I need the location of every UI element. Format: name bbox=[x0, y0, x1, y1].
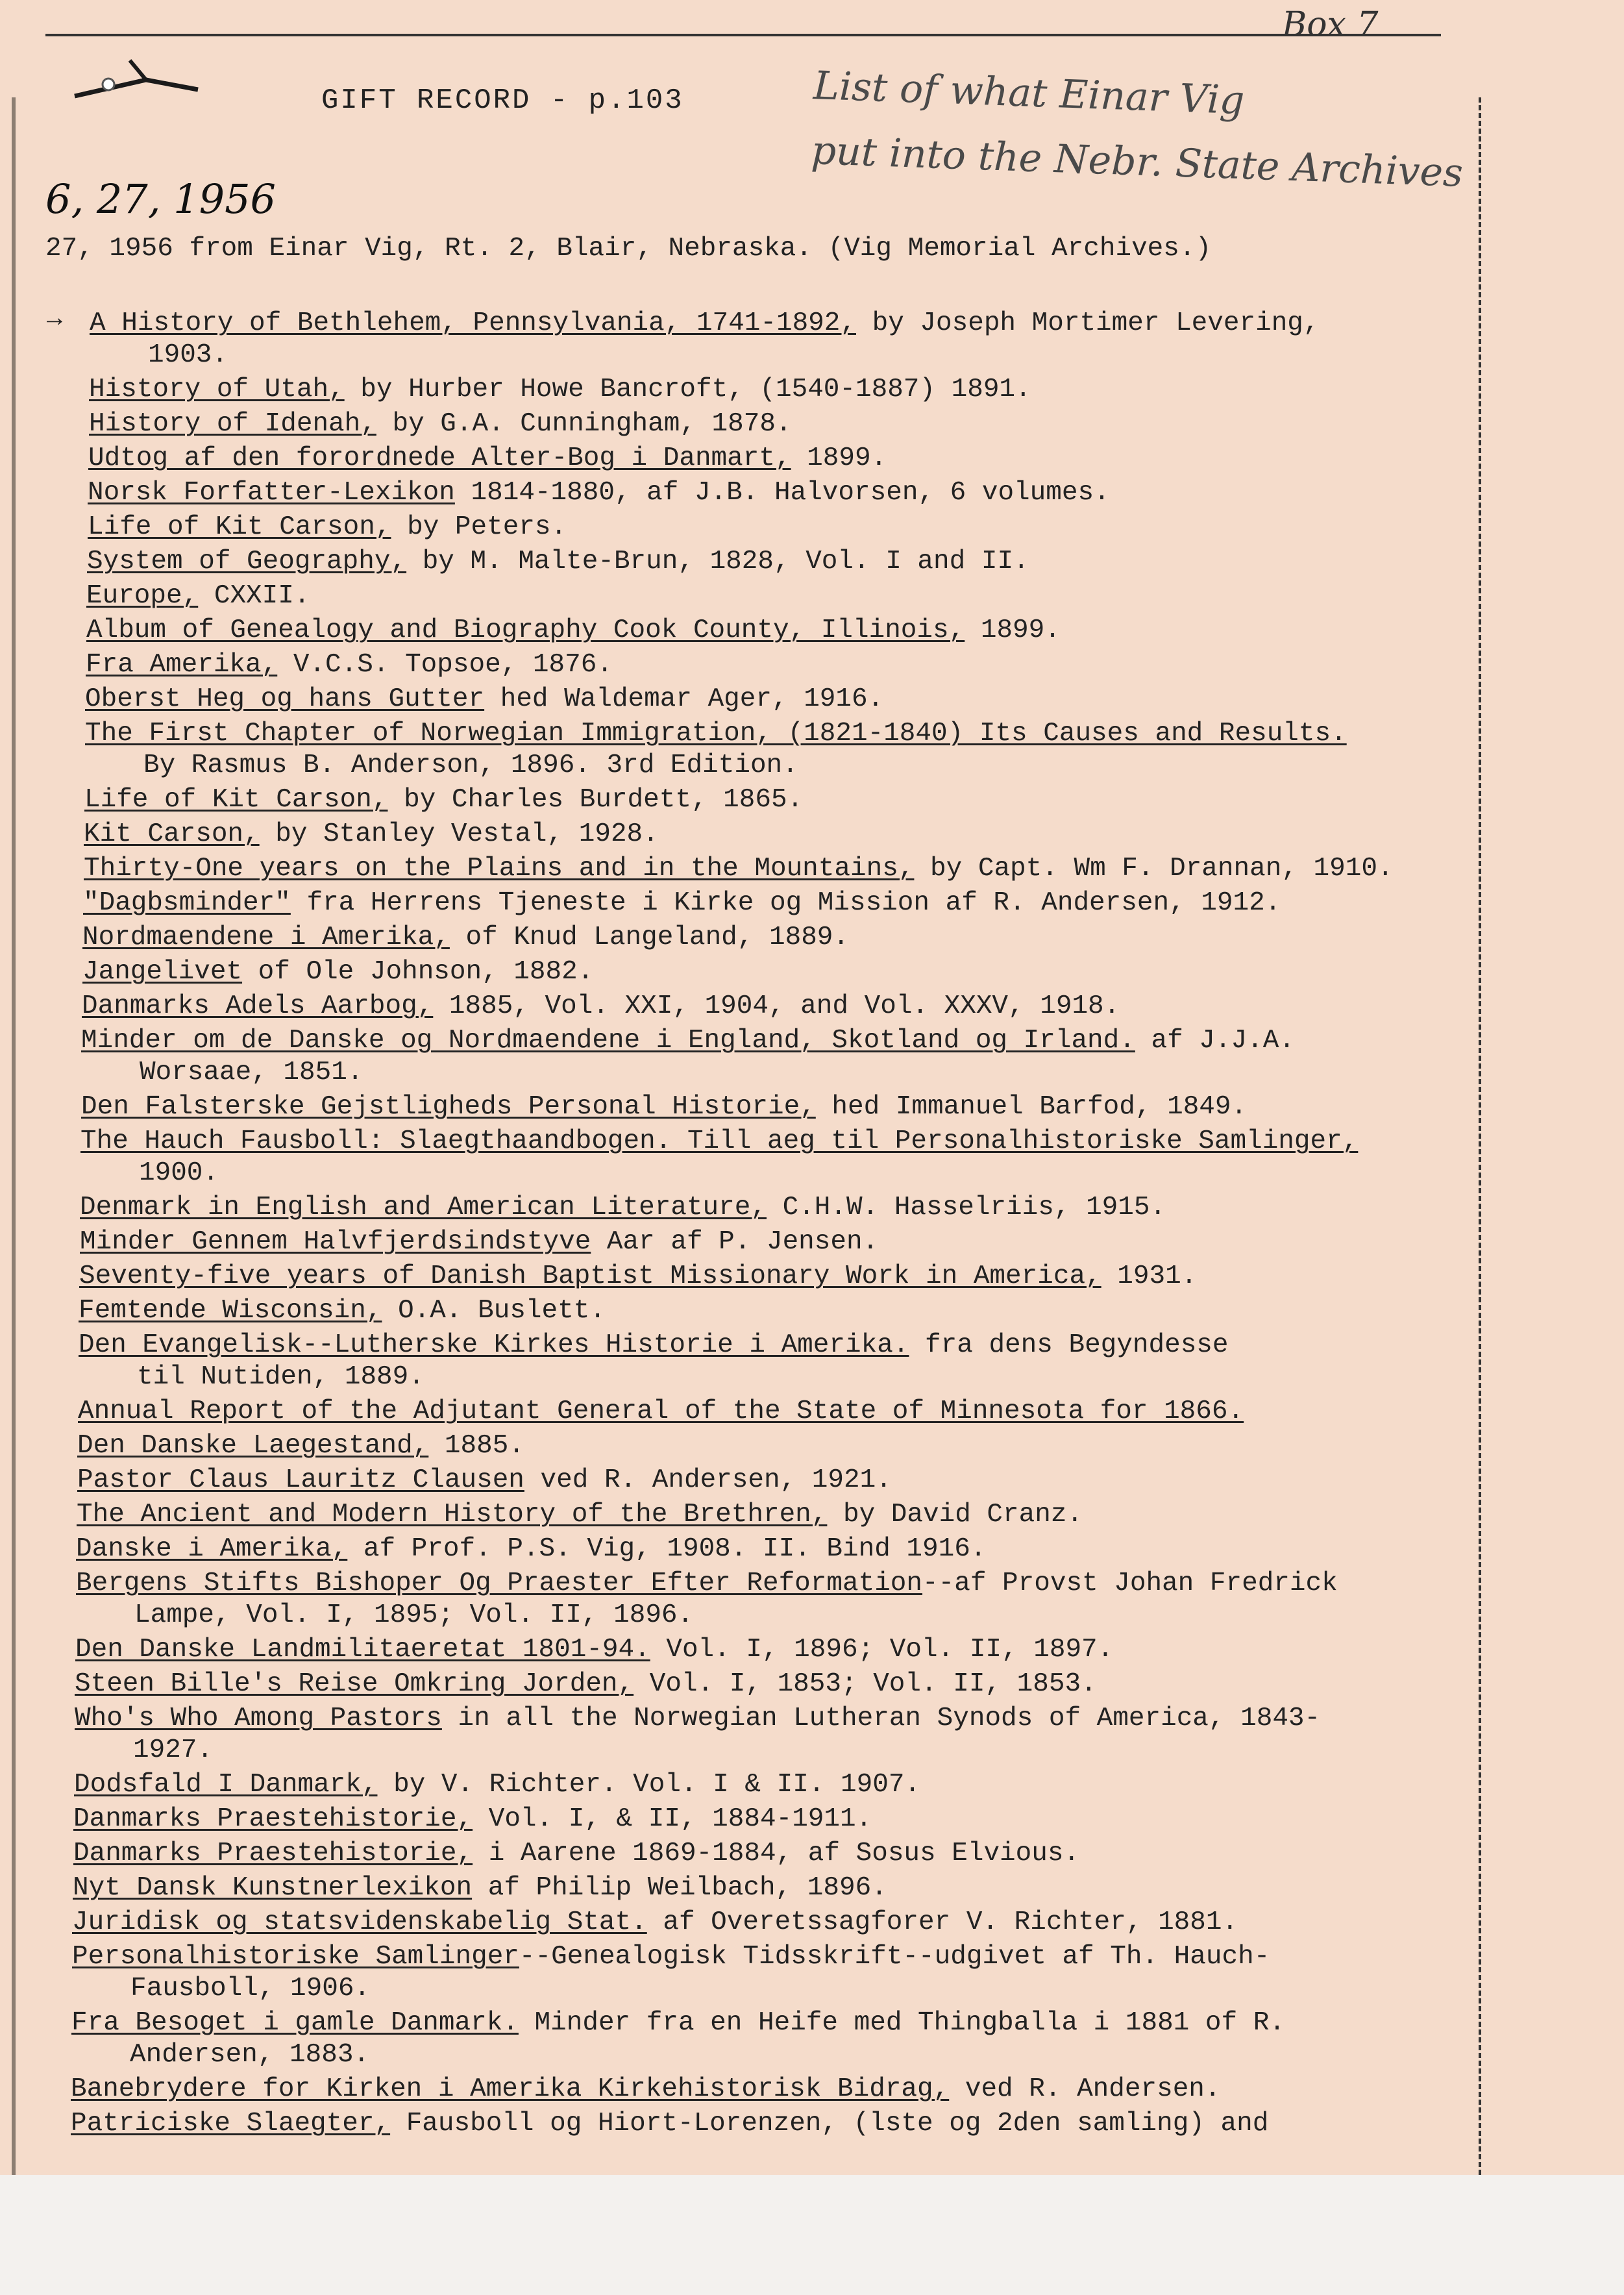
book-title: Femtende Wisconsin, bbox=[79, 1296, 382, 1326]
list-item bbox=[83, 886, 1281, 920]
book-title: Udtog af den forordnede Alter-Bog i Danmart, bbox=[88, 443, 791, 473]
book-title: Fra Amerika, bbox=[86, 650, 278, 680]
list-item bbox=[77, 1498, 1083, 1532]
book-title: The Ancient and Modern History of the Brethren, bbox=[77, 1500, 828, 1530]
list-item bbox=[71, 2072, 1221, 2106]
book-details: by Capt. Wm F. Drannan, 1910. bbox=[914, 854, 1394, 884]
list-item bbox=[88, 476, 1110, 510]
list-item bbox=[80, 1191, 1166, 1224]
list-item bbox=[85, 717, 1347, 751]
list-item bbox=[82, 955, 593, 989]
book-title: Danmarks Praestehistorie, bbox=[73, 1804, 473, 1834]
list-item-continuation: Worsaae, 1851. bbox=[140, 1058, 363, 1087]
book-details: 1885, Vol. XXI, 1904, and Vol. XXXV, 1918. bbox=[433, 991, 1120, 1021]
book-details: of Ole Johnson, 1882. bbox=[242, 957, 594, 987]
list-item bbox=[81, 1024, 1295, 1058]
list-item bbox=[73, 1802, 872, 1836]
book-details: of Knud Langeland, 1889. bbox=[449, 923, 850, 952]
book-title: Bergens Stifts Bishoper Og Praester Efter Reformation bbox=[76, 1569, 923, 1598]
list-item bbox=[75, 1633, 1113, 1667]
book-details: by V. Richter. Vol. I & II. 1907. bbox=[377, 1770, 921, 1800]
book-details: Vol. I, 1853; Vol. II, 1853. bbox=[634, 1669, 1097, 1699]
book-details: --Genealogisk Tidsskrift--udgivet af Th. Hauch- bbox=[519, 1942, 1270, 1972]
list-item bbox=[77, 1463, 892, 1497]
list-item bbox=[76, 1567, 1338, 1600]
list-item bbox=[75, 1667, 1097, 1701]
book-details: in all the Norwegian Lutheran Synods of America, 1843- bbox=[441, 1704, 1321, 1733]
book-details: by Charles Burdett, 1865. bbox=[388, 785, 804, 815]
book-details: --af Provst Johan Fredrick bbox=[922, 1569, 1338, 1598]
list-item bbox=[78, 1395, 1244, 1428]
list-item-continuation: Lampe, Vol. I, 1895; Vol. II, 1896. bbox=[134, 1600, 694, 1630]
book-details: Aar af P. Jensen. bbox=[591, 1227, 879, 1257]
list-item bbox=[75, 1702, 1320, 1735]
list-item bbox=[86, 614, 1061, 647]
book-details: af Overetssagforer V. Richter, 1881. bbox=[646, 1907, 1238, 1937]
book-title: Fra Besoget i gamle Danmark. bbox=[71, 2008, 519, 2038]
book-details: hed Immanuel Barfod, 1849. bbox=[815, 1092, 1248, 1122]
list-item bbox=[84, 817, 659, 851]
book-details: 1899. bbox=[791, 443, 887, 473]
book-details: by M. Malte-Brun, 1828, Vol. I and II. bbox=[406, 547, 1029, 577]
book-details: 1931. bbox=[1101, 1261, 1198, 1291]
book-title: A History of Bethlehem, Pennsylvania, 1741-1892, bbox=[90, 308, 856, 338]
book-title: Life of Kit Carson, bbox=[88, 512, 391, 542]
book-title: Dodsfald I Danmark, bbox=[74, 1770, 378, 1800]
book-details: by Stanley Vestal, 1928. bbox=[259, 819, 659, 849]
book-details: hed Waldemar Ager, 1916. bbox=[484, 684, 884, 714]
list-item-continuation: 1903. bbox=[148, 340, 228, 370]
book-details: fra Herrens Tjeneste i Kirke og Mission af R. Andersen, 1912. bbox=[290, 888, 1281, 918]
book-title: Den Danske Landmilitaeretat 1801-94. bbox=[75, 1635, 650, 1665]
book-title: Life of Kit Carson, bbox=[84, 785, 388, 815]
book-title: Danske i Amerika, bbox=[76, 1534, 348, 1564]
book-details: Vol. I, 1896; Vol. II, 1897. bbox=[650, 1635, 1114, 1665]
list-item bbox=[80, 1124, 1358, 1158]
list-item bbox=[85, 682, 883, 716]
list-item-continuation: 1927. bbox=[133, 1735, 214, 1765]
book-title: Thirty-One years on the Plains and in the Mountains, bbox=[84, 854, 915, 884]
book-details: by Peters. bbox=[391, 512, 567, 542]
list-item bbox=[72, 1940, 1270, 1974]
list-item bbox=[71, 2107, 1268, 2140]
book-details: af J.J.A. bbox=[1135, 1026, 1295, 1056]
list-item bbox=[82, 921, 849, 954]
list-item bbox=[87, 545, 1029, 578]
list-item bbox=[88, 441, 887, 475]
list-item bbox=[79, 1294, 606, 1328]
book-title: Norsk Forfatter-Lexikon bbox=[88, 478, 455, 508]
book-details: 1814-1880, af J.B. Halvorsen, 6 volumes. bbox=[454, 478, 1110, 508]
book-details: 1899. bbox=[965, 615, 1061, 645]
list-item bbox=[80, 1225, 878, 1259]
book-details: Vol. I, & II, 1884-1911. bbox=[473, 1804, 872, 1834]
book-details: by David Cranz. bbox=[827, 1500, 1083, 1530]
list-item-continuation: til Nutiden, 1889. bbox=[137, 1362, 424, 1392]
book-title: History of Idenah, bbox=[89, 409, 376, 439]
book-details: by Joseph Mortimer Levering, bbox=[856, 308, 1320, 338]
book-title: Oberst Heg og hans Gutter bbox=[85, 684, 485, 714]
list-item bbox=[73, 1871, 887, 1905]
book-title: Den Evangelisk--Lutherske Kirkes Historie i Amerika. bbox=[79, 1330, 909, 1360]
book-title: Denmark in English and American Literature, bbox=[80, 1193, 767, 1222]
book-details: fra dens Begyndesse bbox=[909, 1330, 1229, 1360]
book-title: Den Danske Laegestand, bbox=[77, 1431, 429, 1461]
list-item bbox=[88, 510, 567, 544]
gift-intro-line: 27, 1956 from Einar Vig, Rt. 2, Blair, Nebraska. (Vig Memorial Archives.) bbox=[45, 234, 1212, 264]
book-title: Banebrydere for Kirken i Amerika Kirkehistorisk Bidrag, bbox=[71, 2074, 950, 2104]
book-title: Minder om de Danske og Nordmaendene i England, Skotland og Irland. bbox=[81, 1026, 1135, 1056]
book-title: History of Utah, bbox=[89, 375, 345, 404]
book-details: V.C.S. Topsoe, 1876. bbox=[277, 650, 613, 680]
book-title: Who's Who Among Pastors bbox=[75, 1704, 442, 1733]
book-title: Album of Genealogy and Biography Cook County, Illinois, bbox=[86, 615, 965, 645]
book-details: af Philip Weilbach, 1896. bbox=[472, 1873, 887, 1903]
book-title: Personalhistoriske Samlinger bbox=[72, 1942, 519, 1972]
book-title: Nordmaendene i Amerika, bbox=[82, 923, 450, 952]
list-item bbox=[73, 1837, 1079, 1870]
handwritten-date: 6, 27, 1956 bbox=[45, 175, 276, 223]
book-title: The First Chapter of Norwegian Immigration, (1821-1840) Its Causes and Results. bbox=[85, 719, 1347, 749]
book-title: "Dagbsminder" bbox=[83, 888, 291, 918]
list-item-continuation: 1900. bbox=[139, 1158, 219, 1188]
handwritten-note-line-2: put into the Nebr. State Archives bbox=[810, 127, 1464, 196]
book-details: by G.A. Cunningham, 1878. bbox=[376, 409, 792, 439]
book-details: C.H.W. Hasselriis, 1915. bbox=[766, 1193, 1166, 1222]
book-details: CXXII. bbox=[198, 581, 310, 611]
book-details: 1885. bbox=[428, 1431, 524, 1461]
list-item bbox=[89, 373, 1031, 406]
list-item bbox=[77, 1429, 524, 1463]
list-item bbox=[76, 1532, 986, 1566]
book-title: Den Falsterske Gejstligheds Personal Historie, bbox=[81, 1092, 816, 1122]
list-item bbox=[72, 1905, 1238, 1939]
page-title: GIFT RECORD - p.103 bbox=[321, 84, 684, 117]
list-item bbox=[79, 1328, 1229, 1362]
book-title: Seventy-five years of Danish Baptist Missionary Work in America, bbox=[79, 1261, 1101, 1291]
book-details: Minder fra en Heife med Thingballa i 1881 of R. bbox=[518, 2008, 1285, 2038]
book-details: ved R. Andersen. bbox=[949, 2074, 1221, 2104]
list-item-continuation: Andersen, 1883. bbox=[130, 2040, 370, 2070]
book-title: Kit Carson, bbox=[84, 819, 260, 849]
book-details: by Hurber Howe Bancroft, (1540-1887) 1891. bbox=[344, 375, 1031, 404]
handwritten-note-line-1: List of what Einar Vig bbox=[813, 62, 1246, 124]
list-item-continuation: By Rasmus B. Anderson, 1896. 3rd Edition. bbox=[143, 751, 798, 780]
list-item bbox=[89, 407, 792, 441]
list-item bbox=[82, 989, 1120, 1023]
list-item bbox=[86, 648, 613, 682]
book-details: O.A. Buslett. bbox=[382, 1296, 606, 1326]
list-item bbox=[86, 579, 310, 613]
book-title: Jangelivet bbox=[82, 957, 243, 987]
book-details: af Prof. P.S. Vig, 1908. II. Bind 1916. bbox=[347, 1534, 987, 1564]
list-item bbox=[74, 1768, 920, 1802]
book-title: The Hauch Fausboll: Slaegthaandbogen. Till aeg til Personalhistoriske Samlinger, bbox=[80, 1126, 1359, 1156]
list-item-continuation: Fausboll, 1906. bbox=[130, 1974, 371, 2003]
box-number-annotation: Box 7 bbox=[1282, 5, 1379, 44]
book-title: System of Geography, bbox=[87, 547, 407, 577]
book-title: Patriciske Slaegter, bbox=[71, 2109, 391, 2139]
list-item bbox=[84, 783, 803, 817]
list-item bbox=[90, 306, 1320, 340]
book-title: Nyt Dansk Kunstnerlexikon bbox=[73, 1873, 473, 1903]
book-title: Steen Bille's Reise Omkring Jorden, bbox=[75, 1669, 634, 1699]
book-title: Europe, bbox=[86, 581, 199, 611]
book-title: Pastor Claus Lauritz Clausen bbox=[77, 1465, 524, 1495]
list-item bbox=[71, 2006, 1285, 2040]
list-item bbox=[79, 1259, 1197, 1293]
book-title: Danmarks Adels Aarbog, bbox=[82, 991, 434, 1021]
book-details: ved R. Andersen, 1921. bbox=[524, 1465, 892, 1495]
book-title: Minder Gennem Halvfjerdsindstyve bbox=[80, 1227, 591, 1257]
book-title: Annual Report of the Adjutant General of the State of Minnesota for 1866. bbox=[78, 1396, 1244, 1426]
arrow-mark-icon: → bbox=[47, 305, 63, 334]
book-details: Fausboll og Hiort-Lorenzen, (lste og 2den samling) and bbox=[390, 2109, 1269, 2139]
book-details: i Aarene 1869-1884, af Sosus Elvious. bbox=[473, 1839, 1080, 1868]
book-title: Danmarks Praestehistorie, bbox=[73, 1839, 473, 1868]
list-item bbox=[84, 852, 1394, 886]
book-title: Juridisk og statsvidenskabelig Stat. bbox=[72, 1907, 647, 1937]
list-item bbox=[81, 1090, 1247, 1124]
